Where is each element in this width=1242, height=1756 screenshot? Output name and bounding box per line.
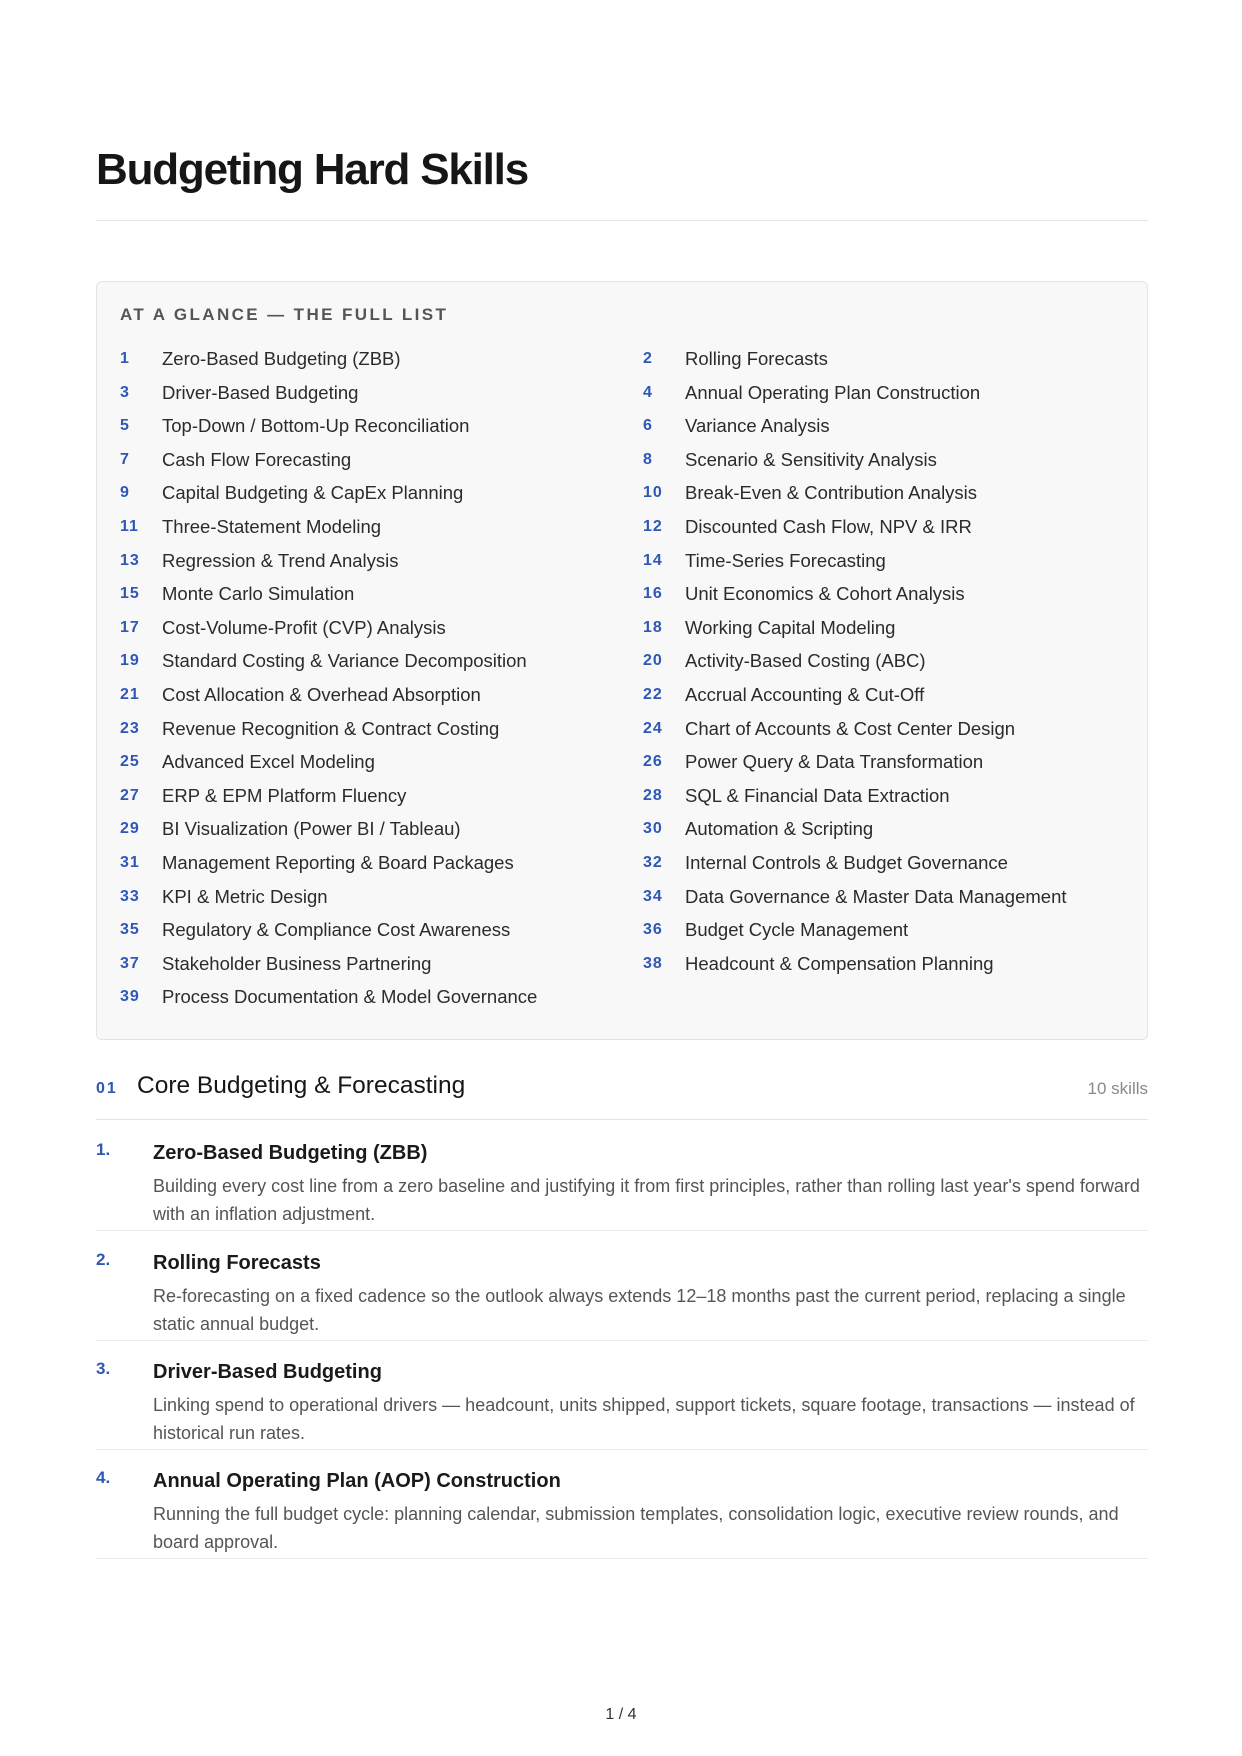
glance-item-label: Scenario & Sensitivity Analysis [685,448,937,470]
glance-item [120,445,620,475]
glance-item-label: Process Documentation & Model Governance [162,986,538,1008]
skill-entry [96,1468,1148,1568]
glance-item [120,680,620,710]
glance-item-label: Top-Down / Bottom-Up Reconciliation [162,415,470,437]
glance-item [643,478,1143,508]
glance-item [120,344,620,374]
glance-item-label: ERP & EPM Platform Fluency [162,784,407,806]
glance-item-number: 2 [643,350,653,367]
glance-item-label: Rolling Forecasts [685,348,828,369]
glance-panel [96,281,1148,1040]
section-header [96,1066,1148,1118]
glance-item-label: Internal Controls & Budget Governance [685,852,1008,873]
glance-item [120,546,620,576]
skill-divider [96,1449,1148,1450]
glance-item [120,882,620,912]
glance-item-number: 19 [120,652,140,670]
page-number: 1 / 4 [605,1706,637,1723]
skill-title: Driver-Based Budgeting [153,1361,382,1383]
glance-item-label: Cost Allocation & Overhead Absorption [162,684,481,705]
glance-item-number: 8 [643,450,653,468]
glance-item-number: 9 [120,484,130,502]
glance-item [120,512,620,542]
glance-item-label: Standard Costing & Variance Decomposition [162,650,527,672]
glance-item-label: Chart of Accounts & Cost Center Design [685,717,1016,739]
glance-item [120,714,620,744]
glance-item-label: SQL & Financial Data Extraction [685,784,950,806]
glance-item-number: 37 [120,954,140,972]
glance-item-label: Variance Analysis [685,415,830,437]
glance-item-number: 4 [643,383,653,401]
glance-item-label: Automation & Scripting [685,818,874,840]
glance-item-number: 20 [643,652,663,670]
glance-item [120,915,620,945]
skill-divider [96,1558,1148,1559]
glance-item-label: Headcount & Compensation Planning [685,952,994,974]
glance-item [643,378,1143,408]
section-divider [96,1119,1148,1120]
glance-item-number: 38 [643,954,663,972]
glance-item-label: Working Capital Modeling [685,616,896,638]
glance-item [120,646,620,676]
glance-item [643,714,1143,744]
glance-item-label: Annual Operating Plan Construction [685,381,981,403]
glance-item [120,579,620,609]
glance-item-number: 39 [120,988,140,1006]
skill-description: Re-forecasting on a fixed cadence so the outlook always extends 12–18 months past the current period, replacing a single static annual budget. [153,1286,1126,1334]
skill-number: 2. [96,1250,111,1269]
glance-item [120,848,620,878]
skill-title: Annual Operating Plan (AOP) Construction [153,1470,561,1492]
glance-item-label: Cash Flow Forecasting [162,448,352,470]
glance-item-number: 21 [120,686,140,703]
glance-item-number: 18 [643,618,663,636]
glance-item-number: 15 [120,585,140,603]
glance-item [643,546,1143,576]
glance-item [120,478,620,508]
skill-divider [96,1230,1148,1231]
glance-item-number: 34 [643,887,663,905]
glance-item-label: Time-Series Forecasting [685,549,886,571]
glance-item-number: 30 [643,820,663,838]
glance-item-label: Management Reporting & Board Packages [162,852,514,873]
glance-item [120,814,620,844]
glance-item-number: 6 [643,417,653,435]
glance-item [643,882,1143,912]
glance-item-number: 31 [120,854,140,871]
skill-number: 1. [96,1140,111,1159]
glance-item-label: BI Visualization (Power BI / Tableau) [162,818,461,840]
glance-item-number: 17 [120,618,140,636]
glance-item-number: 14 [643,551,663,569]
glance-item-number: 24 [643,719,663,737]
section-number: 01 [96,1080,118,1097]
glance-item [643,680,1143,710]
page-title: Budgeting Hard Skills [96,145,528,194]
glance-item [120,411,620,441]
glance-item [120,613,620,643]
glance-item-number: 5 [120,417,130,435]
glance-item-number: 29 [120,820,140,838]
glance-item-number: 22 [643,686,663,703]
skill-number: 4. [96,1468,111,1487]
glance-item-label: Cost-Volume-Profit (CVP) Analysis [162,616,446,638]
glance-item [643,344,1143,374]
skill-title: Rolling Forecasts [153,1252,321,1274]
skill-number: 3. [96,1359,111,1378]
glance-item [643,512,1143,542]
glance-item [643,411,1143,441]
glance-item-number: 10 [643,484,663,502]
glance-item-label: Three-Statement Modeling [162,516,382,537]
skill-entry [96,1140,1148,1240]
glance-item-label: Zero-Based Budgeting (ZBB) [162,348,401,369]
glance-item-label: Stakeholder Business Partnering [162,952,432,974]
glance-item-number: 12 [643,518,663,535]
glance-item [643,613,1143,643]
glance-item [643,747,1143,777]
glance-item [120,747,620,777]
glance-item [120,982,620,1012]
skill-description: Building every cost line from a zero baseline and justifying it from first principles, rather than rolling last year's spend forward with an inflation adjustment. [153,1176,1140,1224]
glance-item-label: Regulatory & Compliance Cost Awareness [162,919,511,941]
glance-item-label: Revenue Recognition & Contract Costing [162,717,500,739]
glance-item [643,848,1143,878]
section-title: Core Budgeting & Forecasting [137,1072,466,1099]
glance-item-label: Monte Carlo Simulation [162,583,355,605]
glance-item-number: 27 [120,786,140,804]
skill-description: Linking spend to operational drivers — headcount, units shipped, support tickets, square footage, transactions — instead of historical run rates. [153,1395,1135,1443]
glance-item-number: 28 [643,786,663,804]
glance-item-label: Regression & Trend Analysis [162,549,399,571]
glance-heading: AT A GLANCE — THE FULL LIST [120,305,449,324]
glance-item [643,579,1143,609]
glance-item-label: Driver-Based Budgeting [162,381,359,403]
glance-item-label: Data Governance & Master Data Management [685,885,1067,907]
glance-item-label: Budget Cycle Management [685,919,909,941]
glance-item-label: Activity-Based Costing (ABC) [685,650,926,672]
glance-item-number: 26 [643,753,663,771]
skill-title: Zero-Based Budgeting (ZBB) [153,1142,428,1164]
glance-item-label: Break-Even & Contribution Analysis [685,482,978,504]
glance-item [643,445,1143,475]
glance-item-number: 16 [643,585,663,603]
glance-item-label: Accrual Accounting & Cut-Off [685,684,925,705]
glance-item-number: 23 [120,719,140,737]
glance-item-label: KPI & Metric Design [162,885,328,907]
glance-item-number: 7 [120,450,130,468]
glance-item [643,781,1143,811]
skill-entry [96,1359,1148,1459]
glance-item [120,781,620,811]
glance-item-number: 33 [120,887,140,905]
glance-item-number: 11 [120,518,139,535]
glance-item-number: 1 [120,350,130,367]
glance-item-number: 13 [120,551,140,569]
glance-item [643,814,1143,844]
glance-item-number: 36 [643,921,663,939]
title-divider [96,220,1148,221]
glance-item-label: Advanced Excel Modeling [162,751,375,773]
skill-entry [96,1250,1148,1350]
skill-divider [96,1340,1148,1341]
glance-item [120,949,620,979]
skill-description: Running the full budget cycle: planning calendar, submission templates, consolidation logic, executive review rounds, and board approval. [153,1504,1119,1552]
glance-item [643,949,1143,979]
glance-item [643,915,1143,945]
section-skill-count: 10 skills [1087,1079,1148,1098]
glance-item-label: Capital Budgeting & CapEx Planning [162,482,464,504]
glance-item [120,378,620,408]
glance-item-label: Unit Economics & Cohort Analysis [685,583,965,605]
glance-item [643,646,1143,676]
glance-item-label: Discounted Cash Flow, NPV & IRR [685,516,972,537]
glance-item-label: Power Query & Data Transformation [685,751,984,773]
glance-item-number: 3 [120,383,130,401]
glance-item-number: 25 [120,753,140,771]
glance-item-number: 32 [643,854,663,871]
glance-item-number: 35 [120,921,140,939]
